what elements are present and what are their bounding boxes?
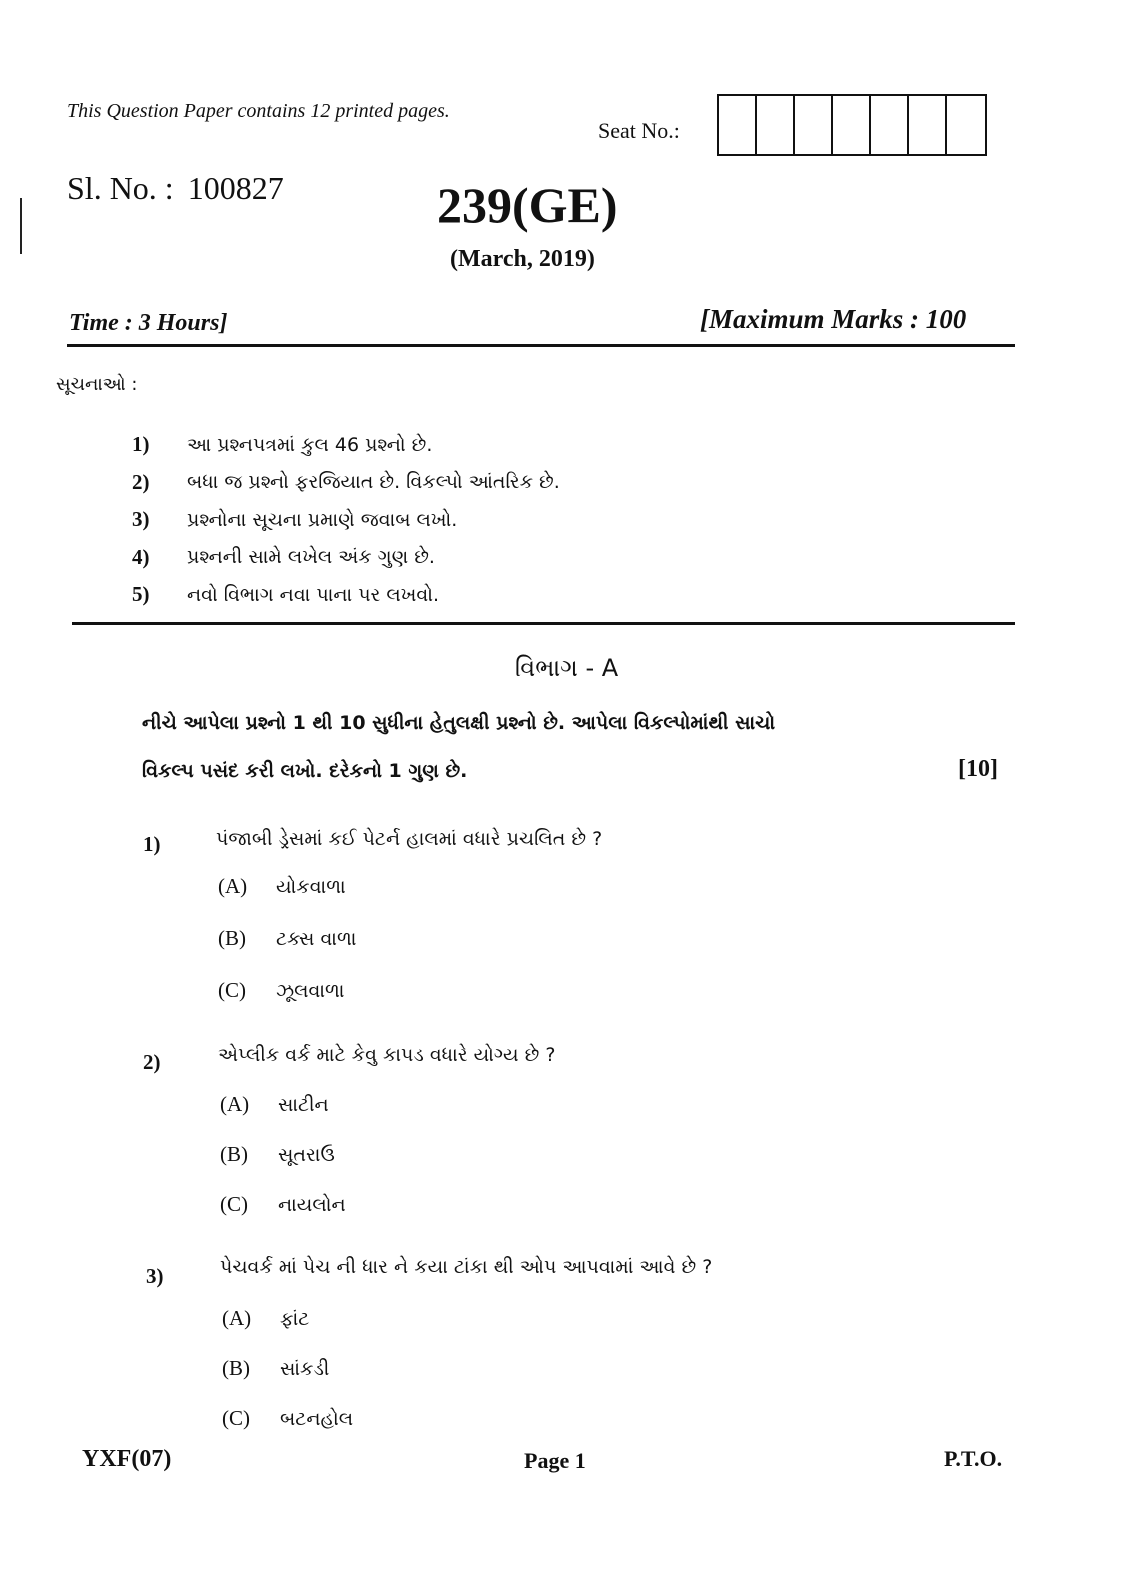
option-text: સાટીન: [278, 1093, 329, 1116]
option-letter: (B): [220, 1142, 248, 1166]
option-letter: (A): [222, 1306, 252, 1330]
instruction-item: [132, 501, 982, 539]
instruction-number: 4): [132, 544, 150, 569]
question-text: એપ્લીક વર્ક માટે કેવુ કાપડ વધારે યોગ્ય છે ?: [218, 1044, 556, 1066]
serial-number-value: 100827: [187, 170, 284, 206]
option-text: ઝૂલવાળા: [276, 979, 345, 1002]
serial-number: [67, 170, 284, 207]
seat-number-box: [871, 96, 909, 154]
seat-number-box: [719, 96, 757, 154]
seat-number-box: [757, 96, 795, 154]
margin-mark: [20, 198, 22, 254]
question-text: પેચવર્ક માં પેચ ની ધાર ને કયા ટાંકા થી ઓપ આપવામાં આવે છે ?: [220, 1256, 713, 1278]
option-letter: (A): [218, 874, 248, 898]
question-text: પંજાબી ડ્રેસમાં કઈ પેટર્ન હાલમાં વધારે પ્રચલિત છે ?: [216, 828, 603, 850]
option-text: સાંકડી: [280, 1357, 330, 1380]
instruction-text: પ્રશ્નોના સૂચના પ્રમાણે જવાબ લખો.: [187, 508, 458, 531]
paper-code: 239(GE): [437, 177, 618, 233]
option-letter: (C): [222, 1406, 250, 1430]
option-row: [218, 874, 346, 899]
instruction-text: આ પ્રશ્નપત્રમાં કુલ 46 પ્રશ્નો છે.: [187, 433, 433, 456]
option-row: [222, 1306, 309, 1331]
option-letter: (B): [222, 1356, 250, 1380]
instruction-text: પ્રશ્નની સામે લખેલ અંક ગુણ છે.: [187, 546, 435, 569]
instructions-divider: [72, 622, 1015, 625]
option-text: સૂતરાઉ: [278, 1143, 335, 1166]
instructions-heading: સૂચનાઓ :: [56, 374, 138, 395]
option-row: [220, 1092, 329, 1117]
option-text: યોકવાળા: [276, 875, 346, 898]
option-row: [222, 1406, 353, 1431]
option-row: [218, 978, 344, 1003]
section-marks: [10]: [958, 756, 998, 782]
seat-number-box: [833, 96, 871, 154]
instructions-list: [132, 426, 982, 614]
option-letter: (C): [220, 1192, 248, 1216]
instruction-item: [132, 464, 982, 502]
section-instruction-line-1: નીચે આપેલા પ્રશ્નો 1 થી 10 સુધીના હેતુલક્ષી પ્રશ્નો છે. આપેલા વિકલ્પોમાંથી સાચો: [142, 712, 776, 734]
pages-note: This Question Paper contains 12 printed pages.: [67, 100, 450, 122]
instruction-item: [132, 426, 982, 464]
footer-page-number: Page 1: [524, 1448, 586, 1473]
instruction-number: 2): [132, 469, 150, 494]
seat-number-boxes: [717, 94, 987, 156]
option-letter: (B): [218, 926, 246, 950]
exam-time: Time : 3 Hours]: [69, 310, 228, 336]
option-text: ફાંટ: [280, 1307, 310, 1330]
option-row: [220, 1192, 346, 1217]
seat-number-box: [795, 96, 833, 154]
option-row: [218, 926, 356, 951]
instruction-item: [132, 576, 982, 614]
question-number: 2): [143, 1050, 161, 1074]
instruction-number: 1): [132, 432, 150, 457]
option-row: [220, 1142, 335, 1167]
instruction-item: [132, 539, 982, 577]
instruction-text: નવો વિભાગ નવા પાના પર લખવો.: [187, 583, 440, 606]
option-text: ટક્સ વાળા: [276, 927, 357, 950]
instruction-number: 3): [132, 507, 150, 532]
option-letter: (A): [220, 1092, 250, 1116]
header-divider: [67, 344, 1015, 347]
serial-number-label: Sl. No. :: [67, 170, 174, 206]
option-row: [222, 1356, 329, 1381]
seat-number-label: Seat No.:: [598, 118, 680, 143]
seat-number-box: [947, 96, 985, 154]
seat-number-box: [909, 96, 947, 154]
exam-date: (March, 2019): [450, 246, 595, 272]
question-number: 3): [146, 1264, 164, 1288]
question-number: 1): [143, 832, 161, 856]
section-title: વિભાગ - A: [514, 654, 619, 682]
option-text: બટનહોલ: [280, 1407, 354, 1430]
instruction-text: બધા જ પ્રશ્નો ફરજિયાત છે. વિકલ્પો આંતરિક છે.: [187, 471, 560, 494]
footer-pto: P.T.O.: [944, 1446, 1003, 1471]
instruction-number: 5): [132, 582, 150, 607]
option-text: નાયલોન: [278, 1193, 346, 1216]
section-instruction-line-2: વિકલ્પ પસંદ કરી લખો. દરેકનો 1 ગુણ છે.: [142, 760, 468, 782]
maximum-marks: [Maximum Marks : 100: [700, 304, 967, 334]
footer-paper-code: YXF(07): [82, 1446, 172, 1472]
option-letter: (C): [218, 978, 246, 1002]
